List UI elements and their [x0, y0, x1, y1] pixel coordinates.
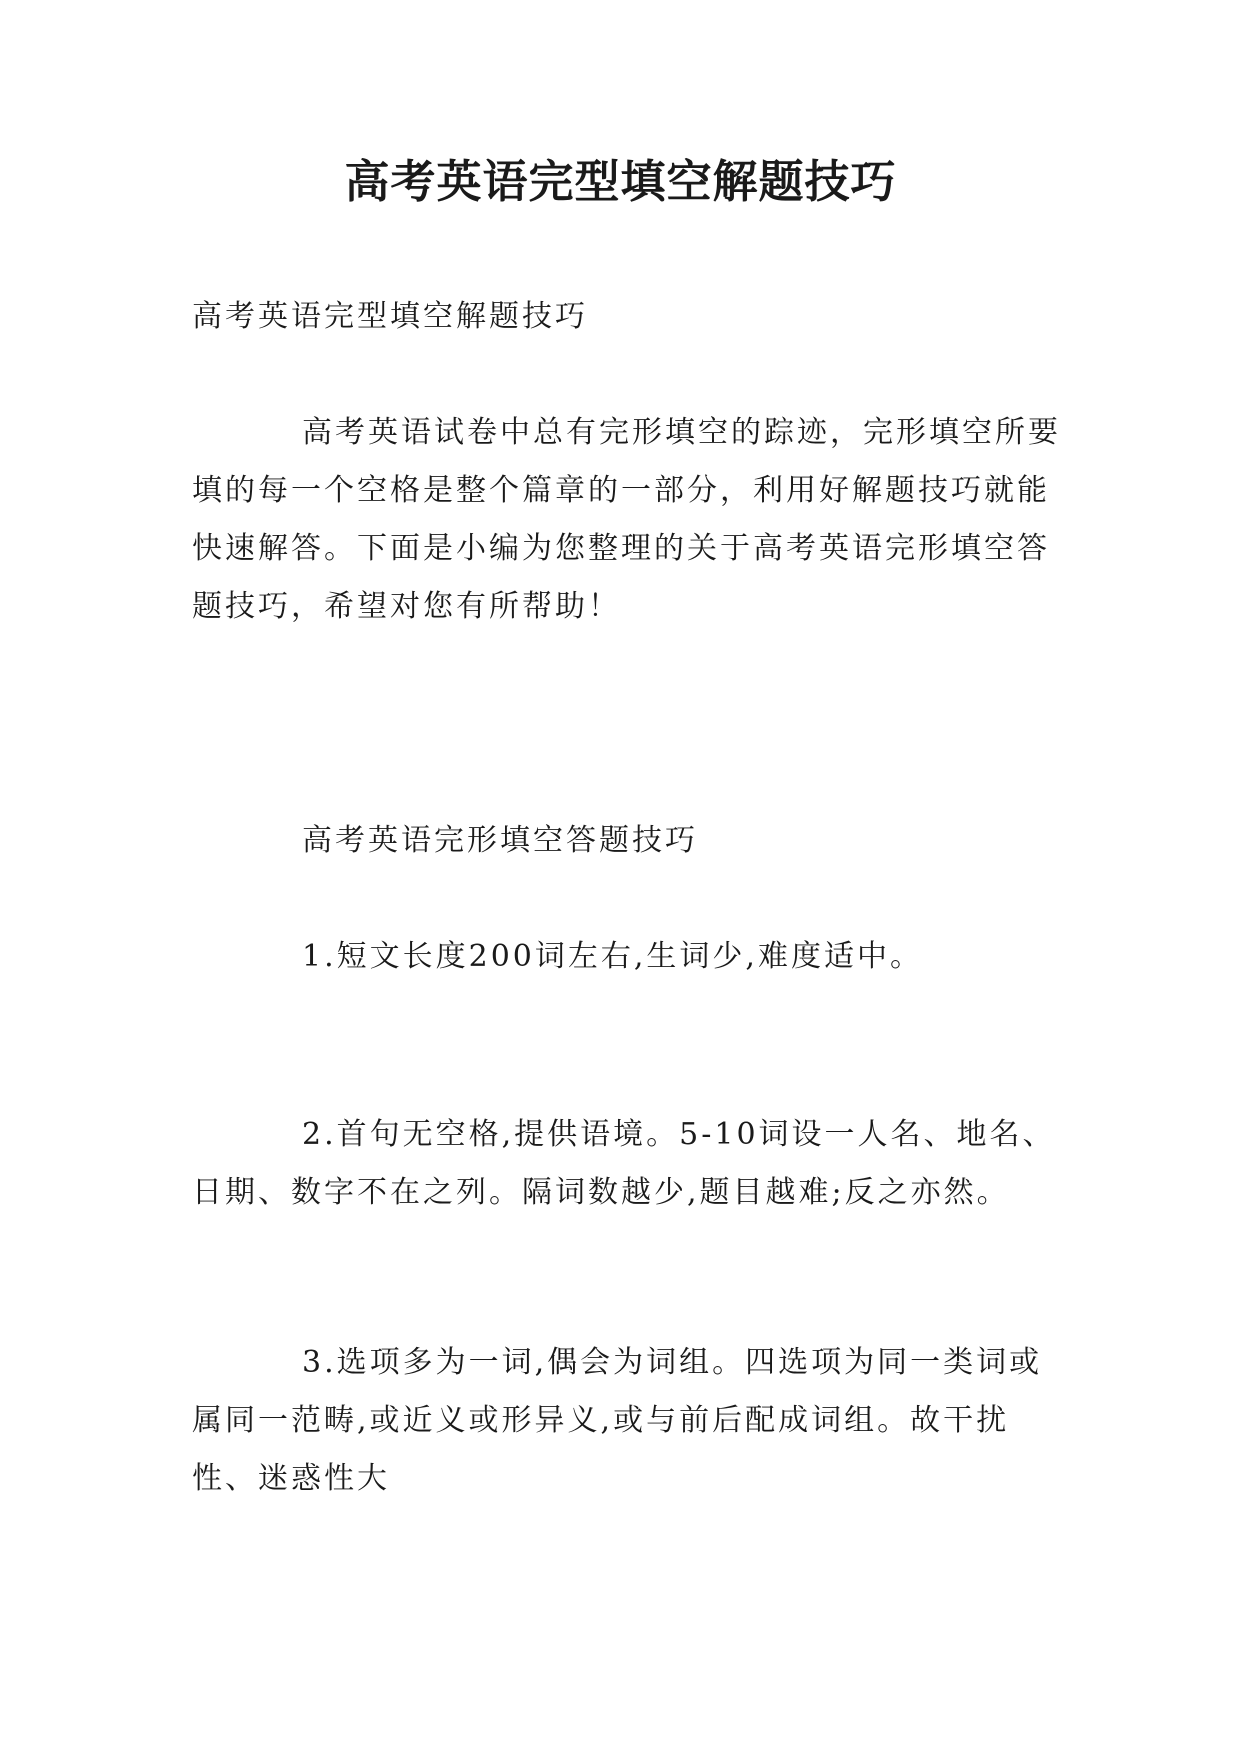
- tip-paragraph-2: 2.首句无空格,提供语境。5-10词设一人名、地名、日期、数字不在之列。隔词数越少,题目越难;反之亦然。: [192, 1117, 1056, 1210]
- tip-paragraph-1: 1.短文长度200词左右,生词少,难度适中。: [302, 939, 923, 974]
- intro-paragraph: 高考英语试卷中总有完形填空的踪迹，完形填空所要填的每一个空格是整个篇章的一部分，利用好解题技巧就能快速解答。下面是小编为您整理的关于高考英语完形填空答题技巧，希望对您有所帮助！: [192, 415, 1061, 624]
- section-heading: 高考英语完形填空答题技巧: [302, 823, 698, 858]
- tip-paragraph-3: 3.选项多为一词,偶会为词组。四选项为同一类词或属同一范畴,或近义或形异义,或与前后配成词组。故干扰性、迷惑性大: [192, 1345, 1043, 1496]
- document-title: 高考英语完型填空解题技巧: [344, 155, 897, 208]
- document-subtitle: 高考英语完型填空解题技巧: [192, 299, 588, 334]
